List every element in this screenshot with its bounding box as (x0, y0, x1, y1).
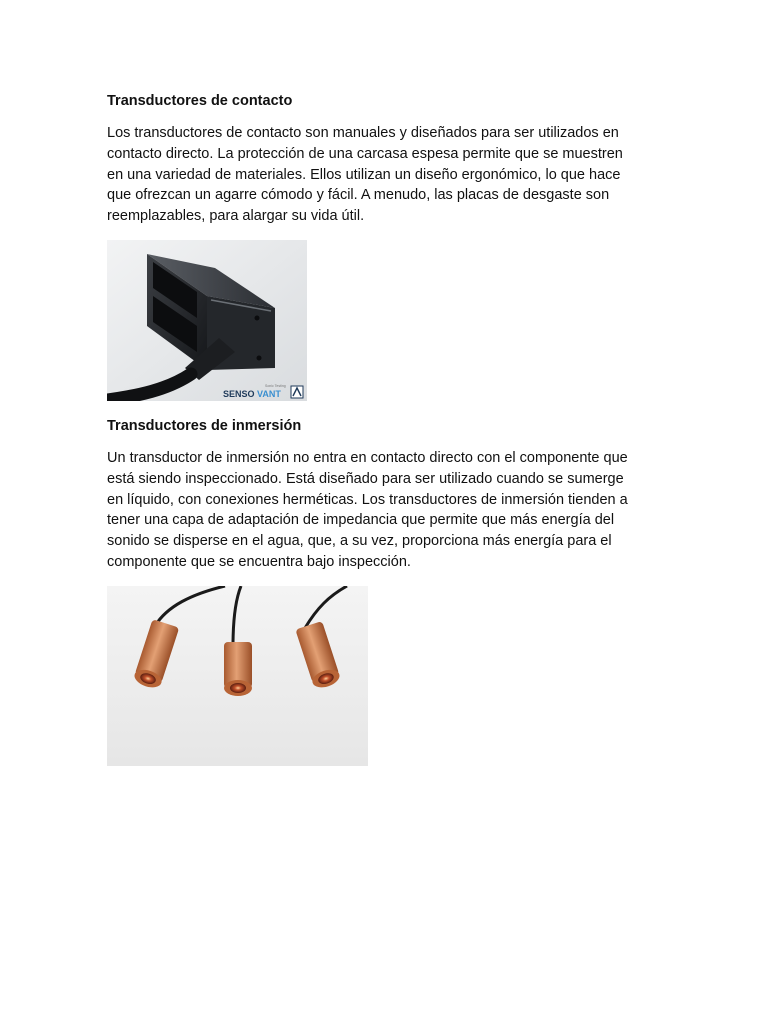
paragraph-line: Un transductor de inmersión no entra en contacto directo con el componente que (107, 450, 628, 466)
paragraph-line: Los transductores de contacto son manuales y diseñados para ser utilizados en (107, 125, 619, 141)
paragraph-line: contacto directo. La protección de una carcasa espesa permite que se muestren (107, 145, 623, 162)
logo-text-right: VANT (257, 389, 281, 399)
paragraph-line: tener una capa de adaptación de impedancia que permite que más energía del (107, 512, 615, 529)
paragraph-line: está siendo inspeccionado. Está diseñado para ser utilizado cuando se sumerge (107, 470, 624, 487)
paragraph-line: componente que se encuentra bajo inspección. (107, 553, 411, 570)
section-heading-contacto: Transductores de contacto (107, 93, 293, 109)
logo-small-text: Sonic Testing (265, 384, 286, 388)
contact-transducer-image (107, 240, 307, 401)
logo-text-left: SENSO (223, 389, 255, 399)
paragraph-line: reemplazables, para alargar su vida útil. (107, 208, 365, 225)
section-paragraph-inmersion (107, 448, 667, 573)
paragraph-line: que ofrezcan un agarre cómodo y fácil. A menudo, las placas de desgaste son (107, 187, 610, 204)
paragraph-line: sonido se disperse en el agua, que, a su vez, proporciona más energía para el (107, 533, 612, 550)
paragraph-line: en una variedad de materiales. Ellos utilizan un diseño ergonómico, lo que hace (107, 166, 621, 183)
section-paragraph-contacto (107, 123, 667, 227)
section-heading-inmersion: Transductores de inmersión (107, 418, 302, 434)
paragraph-line: en líquido, con conexiones herméticas. Los transductores de inmersión tienden a (107, 491, 628, 508)
immersion-transducers-image (107, 586, 368, 766)
